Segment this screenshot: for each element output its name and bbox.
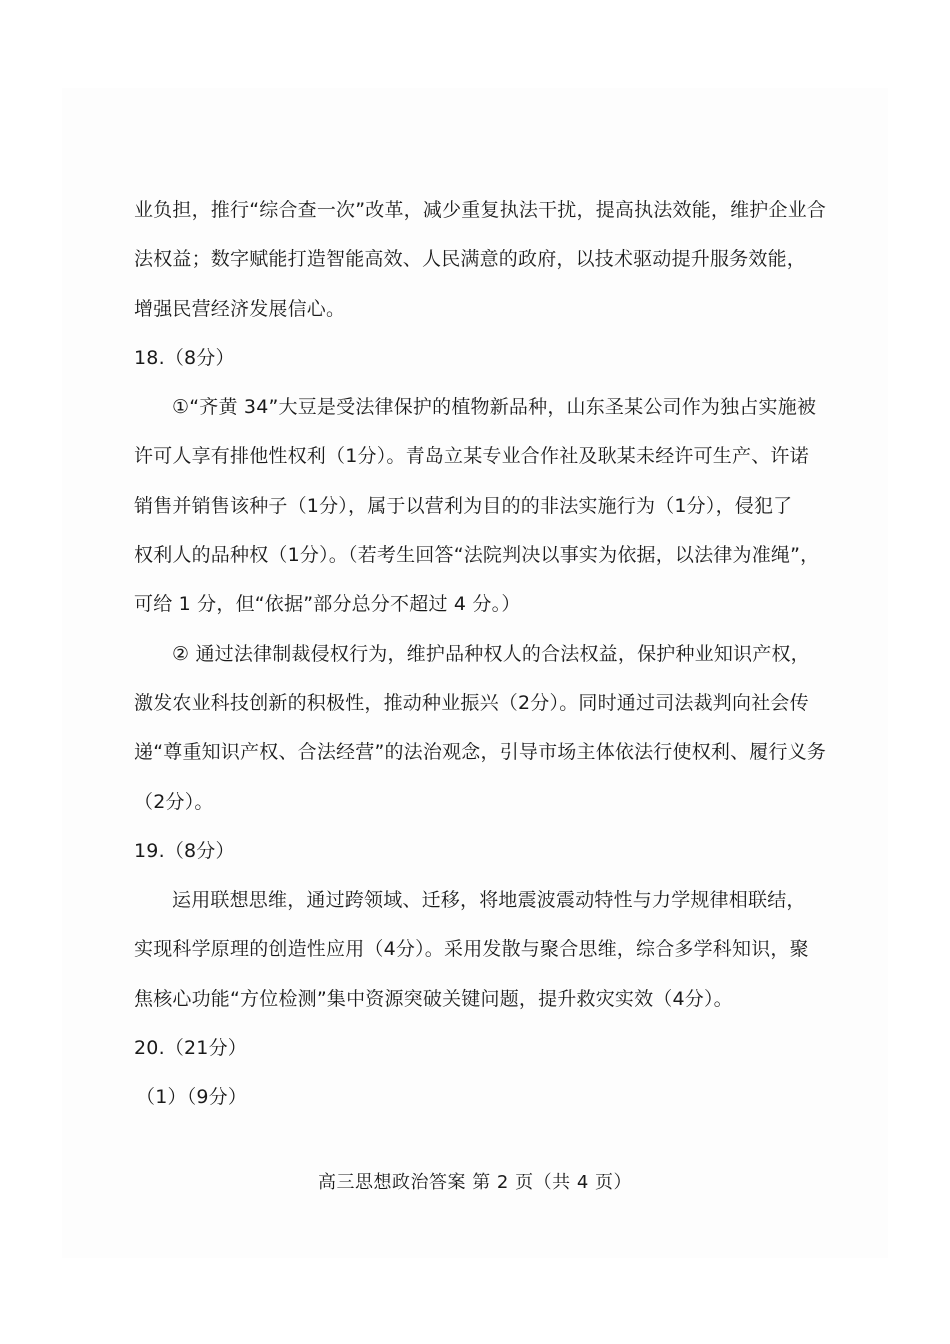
q18-p1-line-2: 许可人享有排他性权利（1分）。青岛立某专业合作社及耿某未经许可生产、许诺: [134, 445, 809, 468]
q20-sub1-heading: （1）（9分）: [136, 1086, 248, 1109]
continued-line-1: 业负担，推行“综合查一次”改革，减少重复执法干扰，提高执法效能，维护企业合: [134, 199, 827, 221]
q18-heading: 18.（8分）: [134, 346, 235, 369]
continued-line-3: 增强民营经济发展信心。: [134, 297, 346, 320]
q18-p1-line-5: 可给 1 分，但“依据”部分总分不超过 4 分。）: [134, 593, 521, 616]
q20-heading: 20.（21分）: [134, 1037, 247, 1060]
q18-p2-line-4: （2分）。: [134, 790, 214, 813]
q18-p1-line-4: 权利人的品种权（1分）。（若考生回答“法院判决以事实为依据，以法律为准绳”，: [134, 544, 820, 567]
q19-p1-line-1: 运用联想思维，通过跨领域、迁移，将地震波震动特性与力学规律相联结，: [172, 889, 806, 912]
page-footer: 高三思想政治答案 第 2 页（共 4 页）: [317, 1172, 632, 1193]
q18-p1-line-1: ①“齐黄 34”大豆是受法律保护的植物新品种，山东圣某公司作为独占实施被: [172, 396, 817, 419]
q18-p1-line-3: 销售并销售该种子（1分），属于以营利为目的的非法实施行为（1分），侵犯了: [134, 494, 793, 517]
q19-p1-line-2: 实现科学原理的创造性应用（4分）。采用发散与聚合思维，综合多学科知识，聚: [134, 938, 809, 961]
q19-p1-line-3: 焦核心功能“方位检测”集中资源突破关键问题，提升救灾实效（4分）。: [134, 987, 733, 1010]
answer-content: [134, 186, 827, 1123]
q18-p2-line-3: 递“尊重知识产权、合法经营”的法治观念，引导市场主体依法行使权利、履行义务: [134, 741, 827, 764]
continued-line-2: 法权益；数字赋能打造智能高效、人民满意的政府，以技术驱动提升服务效能，: [134, 248, 807, 271]
q18-p2-line-2: 激发农业科技创新的积极性，推动种业振兴（2分）。同时通过司法裁判向社会传: [134, 691, 809, 714]
q18-p2-line-1: ② 通过法律制裁侵权行为，维护品种权人的合法权益，保护种业知识产权，: [172, 642, 810, 665]
q19-heading: 19.（8分）: [134, 839, 235, 862]
